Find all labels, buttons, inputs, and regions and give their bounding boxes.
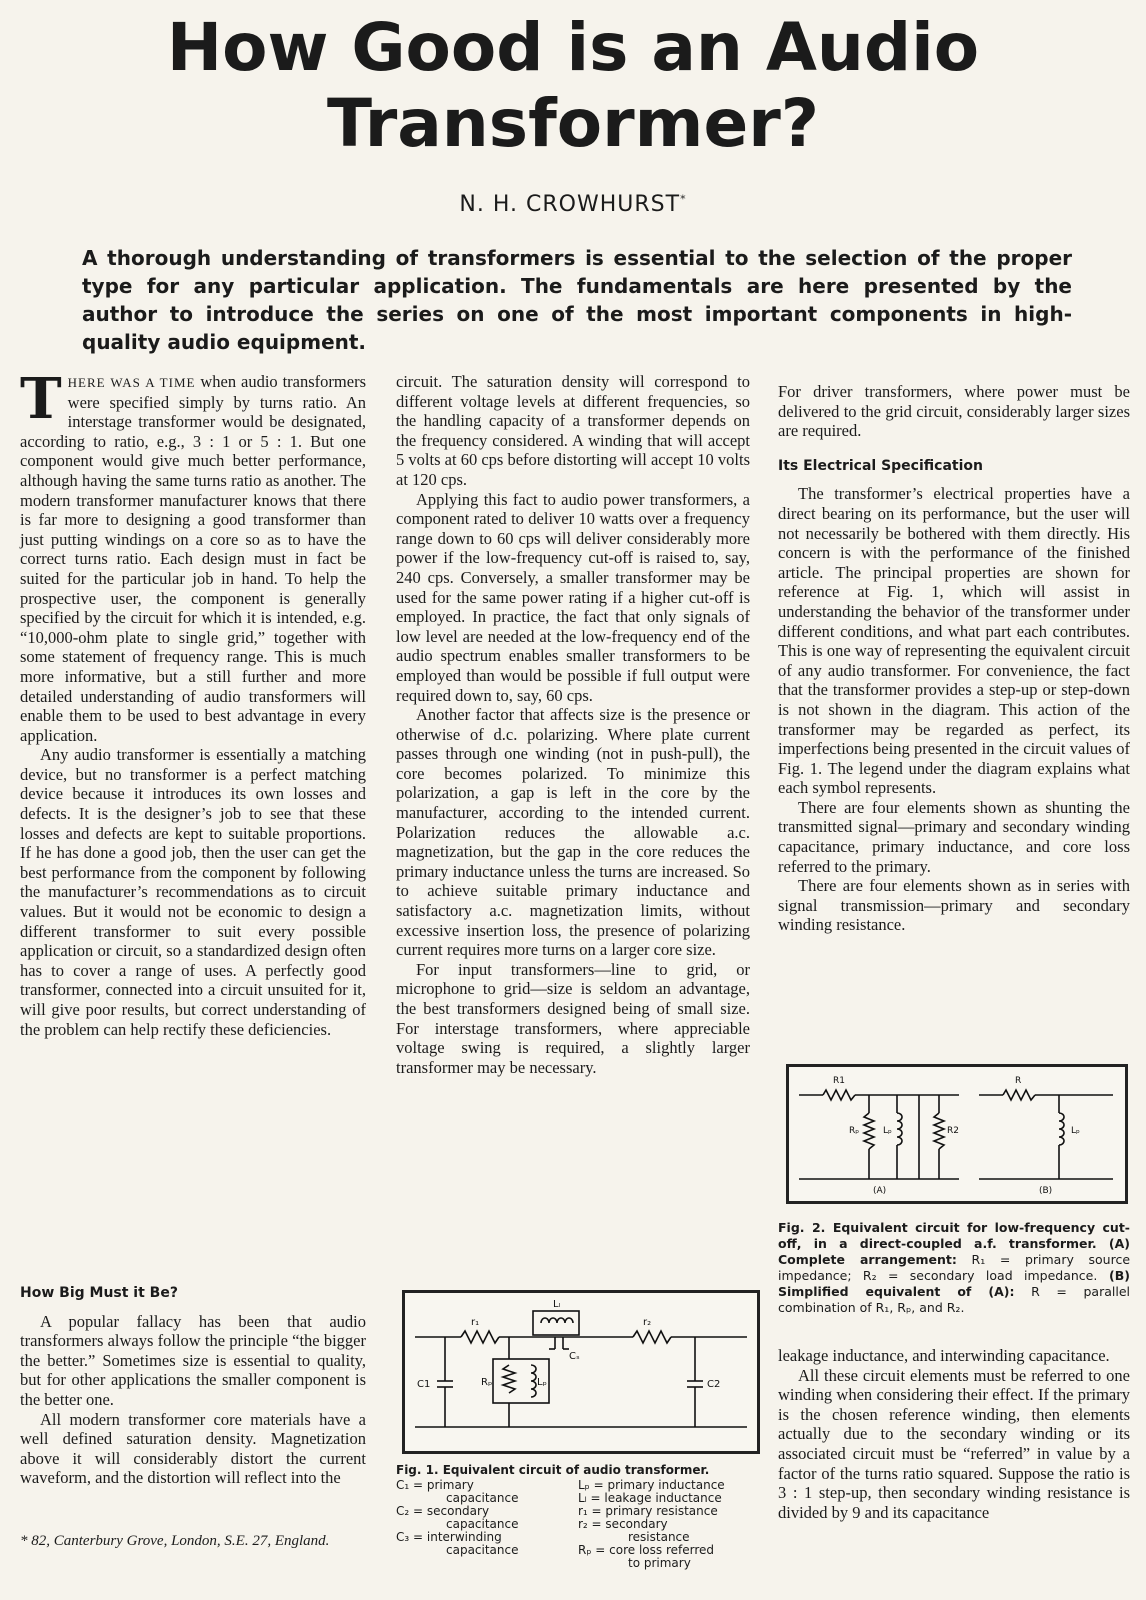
column-1-lower xyxy=(20,1284,366,1488)
smallcaps-lead: HERE WAS A TIME xyxy=(67,375,196,390)
legend-line: Rₚ = core loss referred xyxy=(578,1543,715,1557)
figure-1-legend xyxy=(396,1479,750,1570)
col1-paragraph-2: Any audio transformer is essentially a matching device, but no transformer is a perfect matching device because it introduces its own losses and defects. It is the designer’s job to see that these losses and defects are kept to suitable proportions. If he has done a good job, then the user can get the best performance from the component by following the manufacturer’s recommendations as to circuit values. But it would not be economic to design a different transformer to suit every possible application or circuit, so a standardized design often has to cover a range of uses. A perfectly good transformer, connected into a circuit unsuited for it, will give poor results, but correct understanding of the problem can help rectify these deficiencies. xyxy=(20,745,366,1039)
col1-paragraph-3: A popular fallacy has been that audio transformers always follow the principle “the bigger the better.” Sometimes size is essential to quality, but for other applications the smaller component is the better one. xyxy=(20,1311,366,1409)
legend-line: Lₚ = primary inductance xyxy=(578,1478,725,1492)
drop-cap: T xyxy=(20,366,62,432)
fig2-label-rp: Rₚ xyxy=(849,1126,860,1136)
legend-line: C₁ = primary xyxy=(396,1478,474,1492)
column-2 xyxy=(396,372,750,1077)
fig2-label-lp: Lₚ xyxy=(883,1126,892,1136)
author-footnote-mark: * xyxy=(680,192,687,206)
fig1-label-c1: C1 xyxy=(417,1379,431,1390)
col2-paragraph-3: Another factor that affects size is the presence or otherwise of d.c. polarizing. Where plate current passes through one winding (not in push-pull), the core becomes polarized. To minimize this polarization, a gap is left in the core by the manufacturer, according to the intended current. Polarization reduces the allowable a.c. magnetization, but the gap in the core reduces the primary inductance unless the turns are increased. So to achieve suitable primary inductance and satisfactory a.c. magnetization limits, without excessive insertion loss, the presence of polarizing current requires more turns on a larger core size. xyxy=(396,705,750,960)
fig1-label-rp: Rₚ xyxy=(481,1377,493,1388)
legend-line: r₂ = secondary xyxy=(578,1517,668,1531)
author-byline xyxy=(0,192,1146,217)
col2-paragraph-4: For input transformers—line to grid, or microphone to grid—size is seldom an advantage, the best transformers designed being of small size. For interstage transformers, where appreciable voltage swing is required, a slightly larger transformer may be necessary. xyxy=(396,959,750,1077)
fig2-label-b: (B) xyxy=(1039,1186,1053,1196)
col3-paragraph-4: There are four elements shown as in series with signal transmission—primary and secondary winding resistance. xyxy=(778,876,1130,935)
fig2-label-r2: R2 xyxy=(947,1126,959,1136)
col2-paragraph-1: circuit. The saturation density will correspond to different voltage levels at different frequencies, so the handling capacity of a transformer depends on the frequency considered. A winding that will accept 5 volts at 60 cps before distorting will accept 10 volts at 120 cps. xyxy=(396,372,750,489)
fig2-caption-part: R₁ = primary source impedance; R₂ = secondary load impedance. xyxy=(778,1252,1131,1283)
fig1-label-r1: r₁ xyxy=(471,1317,480,1328)
legend-line: capacitance xyxy=(446,1517,519,1531)
legend-line: C₂ = secondary xyxy=(396,1504,490,1518)
figure-2-caption xyxy=(778,1220,1130,1316)
legend-line: r₁ = primary resistance xyxy=(578,1504,718,1518)
fig2-label-a: (A) xyxy=(873,1186,887,1196)
col3-paragraph-1: For driver transformers, where power must be delivered to the grid circuit, considerably larger sizes are required. xyxy=(778,382,1130,441)
col1-paragraph-4: All modern transformer core materials have a well defined saturation density. Magnetization above it will considerably distort the current waveform, and the distortion will reflect into the xyxy=(20,1409,366,1488)
figure-1-caption-title: Fig. 1. Equivalent circuit of audio transformer. xyxy=(396,1463,710,1477)
legend-line: capacitance xyxy=(446,1491,519,1505)
column-1 xyxy=(20,366,366,1039)
fig1-label-r2: r₂ xyxy=(643,1317,652,1328)
fig2-label-r: R xyxy=(1015,1076,1022,1086)
fig2-caption-part: R = parallel combination of R₁, Rₚ, and R₂. xyxy=(778,1284,1130,1315)
col1-paragraph-1 xyxy=(20,366,366,745)
fig2-caption-part: Fig. 2. Equivalent circuit for low-frequency cut-off, in a direct-coupled a.f. transformer. (A) Complete arrangement: xyxy=(778,1220,1130,1267)
fig2-label-lp-b: Lₚ xyxy=(1071,1126,1080,1136)
col3-paragraph-5: leakage inductance, and interwinding capacitance. xyxy=(778,1346,1110,1365)
fig1-label-c2: C2 xyxy=(707,1379,721,1390)
fig2-label-r1: R1 xyxy=(833,1076,845,1086)
col3-paragraph-2: The transformer’s electrical properties have a direct bearing on its performance, but the user will not necessarily be bothered with them directly. His concern is with the performance of the finished article. The principal properties are shown for reference at Fig. 1, which will assist in understanding the behavior of the transformer under different conditions, and what part each contributes. This is one way of representing the equivalent circuit of any audio transformer. For convenience, the fact that the transformer provides a step-up or step-down is not shown in the diagram. This action of the transformer may be regarded as perfect, its imperfections being presented in the circuit values of Fig. 1. The legend under the diagram explains what each symbol represents. xyxy=(778,484,1130,798)
col2-paragraph-2: Applying this fact to audio power transformers, a component rated to deliver 10 watts over a frequency range down to 60 cps will deliver considerably more power if the low-frequency cut-off is raised to, say, 240 cps. Conversely, a smaller transformer may be used for the same power rating if a higher cut-off is employed. In practice, the fact that only signals of low level are needed at the low-frequency end of the audio spectrum enables smaller transformers to be employed than would be possible if full output were required down to, say, 60 cps. xyxy=(396,489,750,705)
legend-line: to primary xyxy=(628,1556,691,1570)
figure-1-caption xyxy=(396,1464,750,1570)
col3-paragraph-3: There are four elements shown as shunting the transmitted signal—primary and secondary winding capacitance, primary inductance, and core loss referred to the primary. xyxy=(778,797,1130,876)
fig1-label-leakage: Lₗ xyxy=(553,1299,561,1310)
section-heading-specification: Its Electrical Specification xyxy=(778,457,983,474)
legend-line: resistance xyxy=(628,1530,690,1544)
fig1-label-cs: Cₛ xyxy=(569,1351,580,1362)
section-heading-size: How Big Must it Be? xyxy=(20,1285,178,1301)
figure-1-legend-right xyxy=(578,1479,750,1570)
fig1-label-lp: Lₚ xyxy=(537,1377,547,1388)
legend-line: C₃ = interwinding xyxy=(396,1530,502,1544)
fig2-caption-part: (B) Simplified equivalent of (A): xyxy=(778,1268,1130,1299)
legend-line: Lₗ = leakage inductance xyxy=(578,1491,722,1505)
figure-2-diagram xyxy=(789,1067,1125,1201)
col1-p1-text: when audio transformers were specified simply by turns ratio. An interstage transformer would be designated, according to ratio, e.g., 3 : 1 or 5 : 1. But one component would give much better performance, although having the same turns ratio as another. The modern transformer manufacturer knows that there is far more to designing a good transformer than just putting windings on a core so as to have the correct turns ratio. Each design must in fact be suited for the particular job in hand. To help the prospective user, the component is generally specified by the circuit for which it is intended, e.g. “10,000-ohm plate to single grid,” together with some statement of frequency range. This is much more informative, but a still further and more detailed understanding of audio transformers will enable them to be used to best advantage in every application. xyxy=(20,372,366,745)
figure-1-circuit xyxy=(402,1290,760,1454)
article-abstract: A thorough understanding of transformers is essential to the selection of the proper type for any particular application. The fundamentals are here presented by the author to introduce the series on one of the most important components in high-quality audio equipment. xyxy=(82,246,1072,354)
column-3-lower xyxy=(778,1346,1130,1522)
figure-2-circuit xyxy=(786,1064,1128,1204)
article-title: How Good is an Audio Transformer? xyxy=(166,9,980,162)
legend-line: capacitance xyxy=(446,1543,519,1557)
column-3 xyxy=(778,382,1130,935)
figure-1-diagram xyxy=(405,1293,757,1451)
col3-paragraph-6: All these circuit elements must be referred to one winding when considering their effect. If the primary is the chosen reference winding, then elements actually due to the secondary winding or its associated circuit must be “referred” in value by a factor of the turns ratio squared. Suppose the ratio is 3 : 1 step-up, then secondary winding resistance is divided by 9 and its capacitance xyxy=(778,1365,1130,1522)
author-footnote: * 82, Canterbury Grove, London, S.E. 27, England. xyxy=(20,1533,330,1549)
figure-1-legend-left xyxy=(396,1479,568,1570)
author-name: N. H. CROWHURST xyxy=(459,192,681,217)
